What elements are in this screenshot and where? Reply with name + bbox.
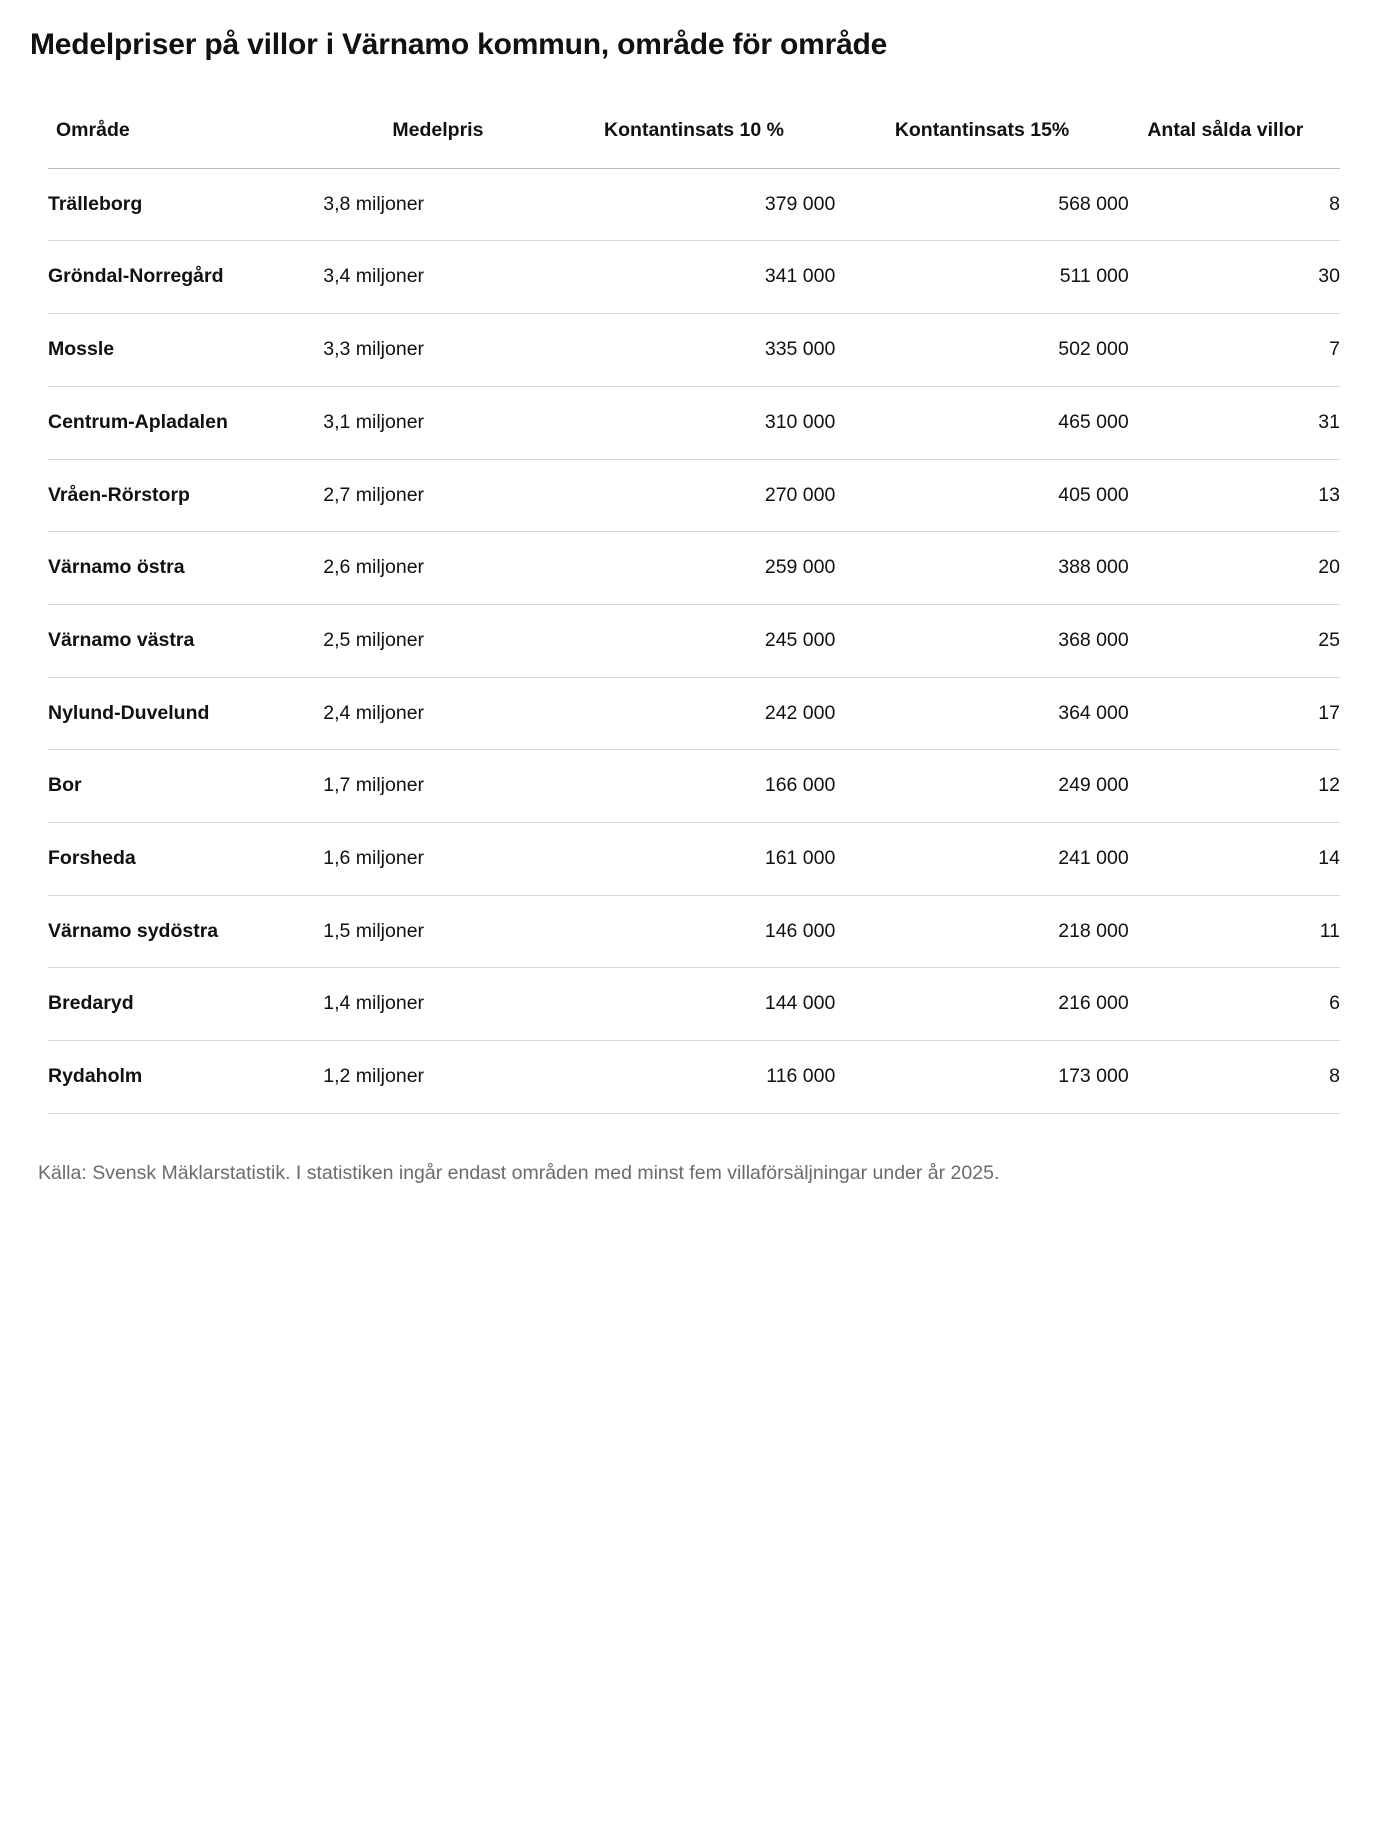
cell-price: 1,7 miljoner bbox=[323, 774, 425, 797]
cell-downpayment-15: 241 000 bbox=[1058, 846, 1129, 869]
cell-downpayment-10: 259 000 bbox=[764, 556, 836, 579]
table-row bbox=[48, 314, 1340, 387]
cell-downpayment-15: 218 000 bbox=[1058, 919, 1129, 942]
cell-price: 1,6 miljoner bbox=[323, 846, 425, 869]
cell-area: Gröndal-Norregård bbox=[48, 265, 224, 288]
table-row bbox=[48, 532, 1340, 605]
column-header-downpayment-10: Kontantinsats 10 % bbox=[604, 118, 784, 141]
table-row bbox=[48, 968, 1340, 1041]
cell-price: 3,8 miljoner bbox=[323, 192, 425, 215]
cell-area: Bredaryd bbox=[48, 992, 134, 1015]
cell-downpayment-15: 249 000 bbox=[1058, 774, 1129, 797]
cell-downpayment-10: 310 000 bbox=[764, 410, 836, 433]
table-row bbox=[48, 168, 1340, 241]
cell-price: 1,5 miljoner bbox=[323, 919, 425, 942]
cell-downpayment-10: 166 000 bbox=[764, 774, 836, 797]
cell-downpayment-15: 465 000 bbox=[1058, 410, 1129, 433]
cell-downpayment-10: 161 000 bbox=[764, 846, 836, 869]
cell-downpayment-10: 146 000 bbox=[764, 919, 836, 942]
cell-area: Värnamo västra bbox=[48, 628, 195, 651]
cell-price: 3,4 miljoner bbox=[323, 265, 425, 288]
cell-downpayment-15: 502 000 bbox=[1058, 338, 1129, 361]
cell-sold-count: 11 bbox=[1319, 919, 1340, 942]
cell-sold-count: 6 bbox=[1329, 992, 1340, 1015]
column-header-downpayment-15: Kontantinsats 15% bbox=[894, 118, 1070, 141]
cell-sold-count: 25 bbox=[1318, 628, 1340, 651]
cell-downpayment-15: 173 000 bbox=[1058, 1065, 1129, 1088]
table-header-row bbox=[48, 116, 1340, 169]
cell-area: Värnamo sydöstra bbox=[48, 919, 219, 942]
cell-downpayment-10: 245 000 bbox=[764, 628, 836, 651]
table-row bbox=[48, 895, 1340, 968]
cell-sold-count: 20 bbox=[1318, 556, 1340, 579]
cell-downpayment-10: 242 000 bbox=[764, 701, 836, 724]
cell-downpayment-10: 335 000 bbox=[764, 338, 836, 361]
column-header-area: Område bbox=[56, 118, 130, 141]
cell-sold-count: 8 bbox=[1329, 1065, 1340, 1088]
cell-downpayment-15: 388 000 bbox=[1058, 556, 1129, 579]
cell-downpayment-15: 405 000 bbox=[1058, 483, 1129, 506]
cell-price: 2,6 miljoner bbox=[323, 556, 425, 579]
table-bottom-divider bbox=[48, 1113, 1340, 1114]
cell-price: 2,4 miljoner bbox=[323, 701, 425, 724]
table-row bbox=[48, 1041, 1340, 1113]
cell-downpayment-10: 270 000 bbox=[764, 483, 836, 506]
table-header bbox=[48, 116, 1340, 169]
column-header-sold-count: Antal sålda villor bbox=[1147, 118, 1304, 141]
cell-price: 2,5 miljoner bbox=[323, 628, 425, 651]
cell-area: Värnamo östra bbox=[48, 556, 185, 579]
cell-downpayment-10: 144 000 bbox=[764, 992, 836, 1015]
page-title: Medelpriser på villor i Värnamo kommun, område för område bbox=[30, 28, 888, 61]
cell-sold-count: 14 bbox=[1318, 846, 1340, 869]
cell-area: Mossle bbox=[48, 338, 115, 361]
table-row bbox=[48, 386, 1340, 459]
table-row bbox=[48, 822, 1340, 895]
cell-sold-count: 13 bbox=[1318, 483, 1340, 506]
cell-price: 3,3 miljoner bbox=[323, 338, 425, 361]
cell-downpayment-10: 379 000 bbox=[764, 192, 836, 215]
source-note: Källa: Svensk Mäklarstatistik. I statistiken ingår endast områden med minst fem villaförsäljningar under år 2025. bbox=[38, 1161, 1000, 1184]
cell-downpayment-15: 364 000 bbox=[1058, 701, 1129, 724]
cell-downpayment-15: 216 000 bbox=[1058, 992, 1129, 1015]
table-row bbox=[48, 604, 1340, 677]
cell-area: Forsheda bbox=[48, 846, 136, 869]
cell-price: 2,7 miljoner bbox=[323, 483, 425, 506]
cell-sold-count: 8 bbox=[1329, 192, 1340, 215]
table-row bbox=[48, 459, 1340, 532]
cell-area: Bor bbox=[48, 774, 82, 797]
cell-downpayment-10: 341 000 bbox=[764, 265, 836, 288]
cell-area: Trälleborg bbox=[48, 192, 143, 215]
cell-downpayment-15: 511 000 bbox=[1059, 265, 1129, 288]
house-prices-table bbox=[48, 116, 1340, 1113]
cell-sold-count: 30 bbox=[1318, 265, 1340, 288]
cell-sold-count: 7 bbox=[1329, 338, 1340, 361]
table-row bbox=[48, 677, 1340, 750]
table-row bbox=[48, 241, 1340, 314]
cell-sold-count: 17 bbox=[1318, 701, 1340, 724]
cell-price: 3,1 miljoner bbox=[323, 410, 425, 433]
column-header-price: Medelpris bbox=[392, 118, 484, 141]
cell-area: Nylund-Duvelund bbox=[48, 701, 210, 724]
cell-sold-count: 31 bbox=[1318, 410, 1340, 433]
cell-area: Vråen-Rörstorp bbox=[48, 483, 190, 506]
stats-table-wrapper bbox=[30, 116, 1358, 1113]
cell-area: Centrum-Apladalen bbox=[48, 410, 228, 433]
table-body bbox=[48, 168, 1340, 1112]
cell-price: 1,4 miljoner bbox=[323, 992, 425, 1015]
cell-sold-count: 12 bbox=[1318, 774, 1340, 797]
cell-downpayment-10: 116 000 bbox=[766, 1065, 836, 1088]
cell-downpayment-15: 368 000 bbox=[1058, 628, 1129, 651]
table-row bbox=[48, 750, 1340, 823]
cell-downpayment-15: 568 000 bbox=[1058, 192, 1129, 215]
cell-area: Rydaholm bbox=[48, 1065, 143, 1088]
cell-price: 1,2 miljoner bbox=[323, 1065, 425, 1088]
